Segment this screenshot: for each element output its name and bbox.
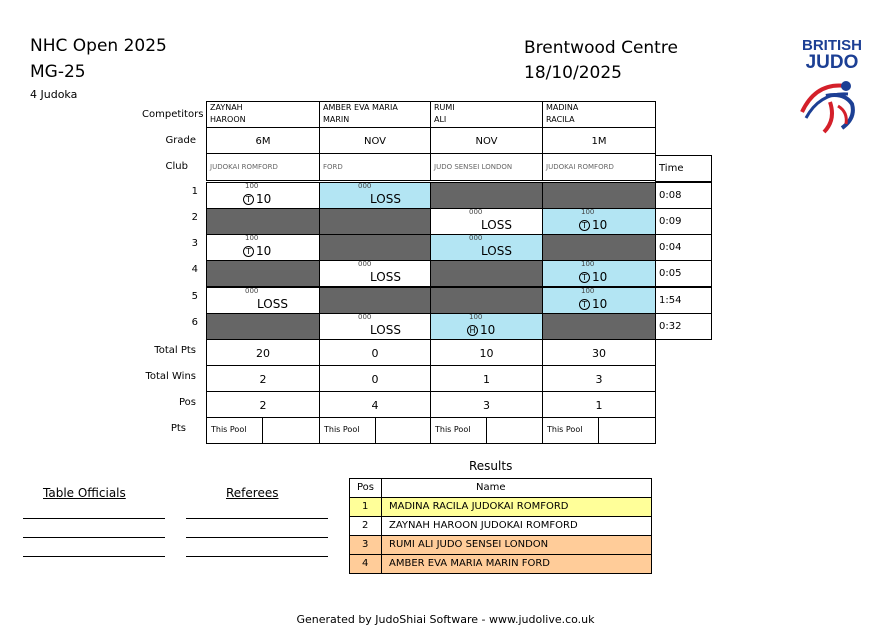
this-pool-label: This Pool xyxy=(324,425,360,434)
bout-result xyxy=(579,218,607,232)
pts-divider xyxy=(262,418,263,444)
label-total-pts: Total Pts xyxy=(154,345,196,356)
bout-cell xyxy=(319,260,431,287)
pts-cell xyxy=(319,417,431,444)
results-header-row xyxy=(349,478,652,498)
official-line xyxy=(23,518,165,519)
competitor-grade: 1M xyxy=(591,136,607,147)
bout-result-value: LOSS xyxy=(370,270,401,284)
footer-credit: Generated by JudoShiai Software - www.judolive.co.uk xyxy=(296,613,595,626)
bout-result xyxy=(257,297,288,311)
logo-text-1: BRITISH xyxy=(802,37,862,54)
pos-value: 3 xyxy=(483,399,490,412)
competitor-club: JUDO SENSEI LONDON xyxy=(434,163,513,171)
bout-time-cell xyxy=(655,208,712,235)
pos-cell xyxy=(430,391,543,418)
official-line xyxy=(23,537,165,538)
competitor-first-name: ZAYNAH xyxy=(210,103,243,112)
bout-cell xyxy=(542,287,656,314)
bout-time: 0:09 xyxy=(659,216,682,227)
result-name: MADINA RACILA JUDOKAI ROMFORD xyxy=(389,501,569,512)
total-pts-value: 10 xyxy=(479,347,494,360)
pts-cell xyxy=(542,417,656,444)
bout-cell xyxy=(206,182,320,209)
event-date: 18/10/2025 xyxy=(524,63,622,83)
result-pos-cell xyxy=(350,479,382,497)
score-code: 100 xyxy=(245,234,259,242)
bout-result-value: 10 xyxy=(256,192,272,206)
label-total-wins: Total Wins xyxy=(145,371,196,382)
bout-time: 0:04 xyxy=(659,242,682,253)
score-code: 100 xyxy=(581,208,595,216)
bout-result xyxy=(579,297,607,311)
bout-time: 1:54 xyxy=(659,295,682,306)
results-row xyxy=(349,535,652,555)
label-pts: Pts xyxy=(170,423,186,434)
total-pts-cell xyxy=(430,339,543,366)
club-cell xyxy=(319,153,431,181)
pts-cell xyxy=(430,417,543,444)
bout-cell xyxy=(542,260,656,287)
bout-number: 4 xyxy=(191,264,198,275)
bout-cell xyxy=(206,287,320,314)
bout-cell xyxy=(319,234,431,261)
referees-label: Referees xyxy=(226,486,279,500)
bout-result xyxy=(243,244,271,258)
bout-result-value: 10 xyxy=(592,218,608,232)
hansoku-icon: H xyxy=(467,325,478,336)
result-pos: 4 xyxy=(362,558,369,569)
label-grade: Grade xyxy=(165,135,196,146)
competitor-first-name: MADINA xyxy=(546,103,579,112)
judoka-count: 4 Judoka xyxy=(30,88,78,101)
total-pts-value: 0 xyxy=(371,347,379,360)
bout-result xyxy=(370,192,401,206)
competitor-club: FORD xyxy=(323,163,343,171)
score-code: 100 xyxy=(245,182,259,190)
results-row xyxy=(349,497,652,517)
competitor-name-cell xyxy=(319,101,431,128)
bout-result-value: LOSS xyxy=(481,244,512,258)
bout-result xyxy=(243,192,271,206)
result-pos-cell xyxy=(350,536,382,554)
pos-cell xyxy=(542,391,656,418)
grade-cell xyxy=(542,127,656,154)
grade-cell xyxy=(319,127,431,154)
pts-cell xyxy=(206,417,320,444)
referee-line xyxy=(186,537,328,538)
total-wins-cell xyxy=(206,365,320,392)
bout-result-value: LOSS xyxy=(370,323,401,337)
bout-cell xyxy=(319,182,431,209)
british-judo-logo xyxy=(796,38,868,142)
result-name: RUMI ALI JUDO SENSEI LONDON xyxy=(389,539,549,550)
bout-time: 0:05 xyxy=(659,268,682,279)
bout-result xyxy=(467,323,495,337)
bout-cell xyxy=(542,313,656,340)
bout-result xyxy=(370,323,401,337)
grade-cell xyxy=(430,127,543,154)
bout-time-cell xyxy=(655,313,712,340)
pos-cell xyxy=(206,391,320,418)
bout-number: 3 xyxy=(191,238,198,249)
this-pool-label: This Pool xyxy=(435,425,471,434)
bout-result-value: 10 xyxy=(592,270,608,284)
total-pts-value: 30 xyxy=(592,347,606,360)
bout-time-cell xyxy=(655,234,712,261)
results-row xyxy=(349,516,652,536)
bout-result xyxy=(481,244,512,258)
bout-result-value: 10 xyxy=(480,323,496,337)
bout-cell xyxy=(430,208,543,235)
ippon-icon: T xyxy=(579,272,590,283)
competitor-grade: NOV xyxy=(475,136,498,147)
bout-cell xyxy=(319,208,431,235)
score-code: 100 xyxy=(581,260,595,268)
bout-cell xyxy=(206,313,320,340)
ippon-icon: T xyxy=(243,246,254,257)
pts-divider xyxy=(598,418,599,444)
bout-cell xyxy=(430,234,543,261)
total-pts-value: 20 xyxy=(256,347,270,360)
result-pos: 1 xyxy=(362,501,369,512)
bout-time: 0:32 xyxy=(659,321,682,332)
score-code: 100 xyxy=(469,313,483,321)
total-pts-cell xyxy=(542,339,656,366)
ippon-icon: T xyxy=(579,220,590,231)
score-code: 100 xyxy=(581,287,595,295)
competitor-last-name: MARIN xyxy=(323,115,350,124)
bout-time: 0:08 xyxy=(659,190,682,201)
competitor-last-name: HAROON xyxy=(210,115,246,124)
bout-cell xyxy=(542,234,656,261)
club-cell xyxy=(206,153,320,181)
score-code: 000 xyxy=(469,234,483,242)
this-pool-label: This Pool xyxy=(547,425,583,434)
bout-cell xyxy=(206,234,320,261)
bout-cell xyxy=(430,260,543,287)
bout-cell xyxy=(430,313,543,340)
event-title: NHC Open 2025 xyxy=(30,36,167,56)
total-wins-value: 0 xyxy=(371,373,379,386)
ippon-icon: T xyxy=(579,299,590,310)
total-pts-cell xyxy=(319,339,431,366)
total-pts-cell xyxy=(206,339,320,366)
result-pos-cell xyxy=(350,517,382,535)
pos-value: 2 xyxy=(259,399,267,412)
bout-result-value: 10 xyxy=(256,244,272,258)
result-pos-cell xyxy=(350,555,382,573)
bout-time-cell xyxy=(655,182,712,209)
venue: Brentwood Centre xyxy=(524,38,678,58)
pts-divider xyxy=(375,418,376,444)
bout-result xyxy=(481,218,512,232)
result-pos-cell xyxy=(350,498,382,516)
total-wins-value: 1 xyxy=(483,373,490,386)
score-code: 000 xyxy=(469,208,483,216)
bout-result-value: 10 xyxy=(592,297,608,311)
time-header: Time xyxy=(659,163,684,174)
club-cell xyxy=(542,153,656,181)
club-cell xyxy=(430,153,543,181)
bout-time-cell xyxy=(655,287,712,314)
total-wins-cell xyxy=(542,365,656,392)
competitor-first-name: RUMI xyxy=(434,103,455,112)
competitor-club: JUDOKAI ROMFORD xyxy=(546,163,614,171)
competitor-name-cell xyxy=(206,101,320,128)
bout-cell xyxy=(542,182,656,209)
bout-number: 1 xyxy=(191,186,198,197)
bout-cell xyxy=(319,313,431,340)
competitor-name-cell xyxy=(542,101,656,128)
time-header-cell xyxy=(655,155,712,182)
competitor-club: JUDOKAI ROMFORD xyxy=(210,163,278,171)
referee-line xyxy=(186,518,328,519)
bout-time-cell xyxy=(655,260,712,287)
label-club: Club xyxy=(165,161,188,172)
total-wins-value: 2 xyxy=(259,373,267,386)
bout-number: 2 xyxy=(191,212,198,223)
pts-divider xyxy=(486,418,487,444)
score-code: 000 xyxy=(358,182,372,190)
results-row xyxy=(349,554,652,574)
result-pos: 3 xyxy=(362,539,369,550)
bout-result xyxy=(579,270,607,284)
score-code: 000 xyxy=(358,260,372,268)
grade-cell xyxy=(206,127,320,154)
ippon-icon: T xyxy=(243,194,254,205)
result-pos: Pos xyxy=(357,482,375,493)
bout-result xyxy=(370,270,401,284)
score-code: 000 xyxy=(245,287,259,295)
competitor-first-name: AMBER EVA MARIA xyxy=(323,103,398,112)
bout-cell xyxy=(206,260,320,287)
result-name: Name xyxy=(476,482,506,493)
competitor-grade: 6M xyxy=(255,136,271,147)
label-pos: Pos xyxy=(178,397,196,408)
score-code: 000 xyxy=(358,313,372,321)
result-name: ZAYNAH HAROON JUDOKAI ROMFORD xyxy=(389,520,578,531)
label-competitors: Competitors xyxy=(142,109,204,120)
bout-cell xyxy=(542,208,656,235)
result-pos: 2 xyxy=(362,520,369,531)
competitor-grade: NOV xyxy=(363,136,387,147)
bout-cell xyxy=(430,182,543,209)
official-line xyxy=(23,556,165,557)
result-name: AMBER EVA MARIA MARIN FORD xyxy=(389,558,550,569)
competitor-last-name: RACILA xyxy=(546,115,575,124)
bout-cell xyxy=(206,208,320,235)
bout-cell xyxy=(319,287,431,314)
pos-value: 1 xyxy=(595,399,603,412)
results-title: Results xyxy=(469,459,513,473)
bout-result-value: LOSS xyxy=(481,218,512,232)
bout-number: 6 xyxy=(191,317,198,328)
this-pool-label: This Pool xyxy=(211,425,247,434)
category-title: MG-25 xyxy=(30,62,86,82)
bout-result-value: LOSS xyxy=(257,297,288,311)
competitor-name-cell xyxy=(430,101,543,128)
total-wins-cell xyxy=(319,365,431,392)
total-wins-value: 3 xyxy=(595,373,603,386)
judo-figure-icon xyxy=(796,72,868,138)
pos-value: 4 xyxy=(371,399,379,412)
referee-line xyxy=(186,556,328,557)
competitor-last-name: ALI xyxy=(434,115,447,124)
total-wins-cell xyxy=(430,365,543,392)
bout-number: 5 xyxy=(191,291,198,302)
pos-cell xyxy=(319,391,431,418)
logo-text-2: JUDO xyxy=(805,52,859,73)
table-officials-label: Table Officials xyxy=(43,486,126,500)
bout-result-value: LOSS xyxy=(370,192,401,206)
bout-cell xyxy=(430,287,543,314)
